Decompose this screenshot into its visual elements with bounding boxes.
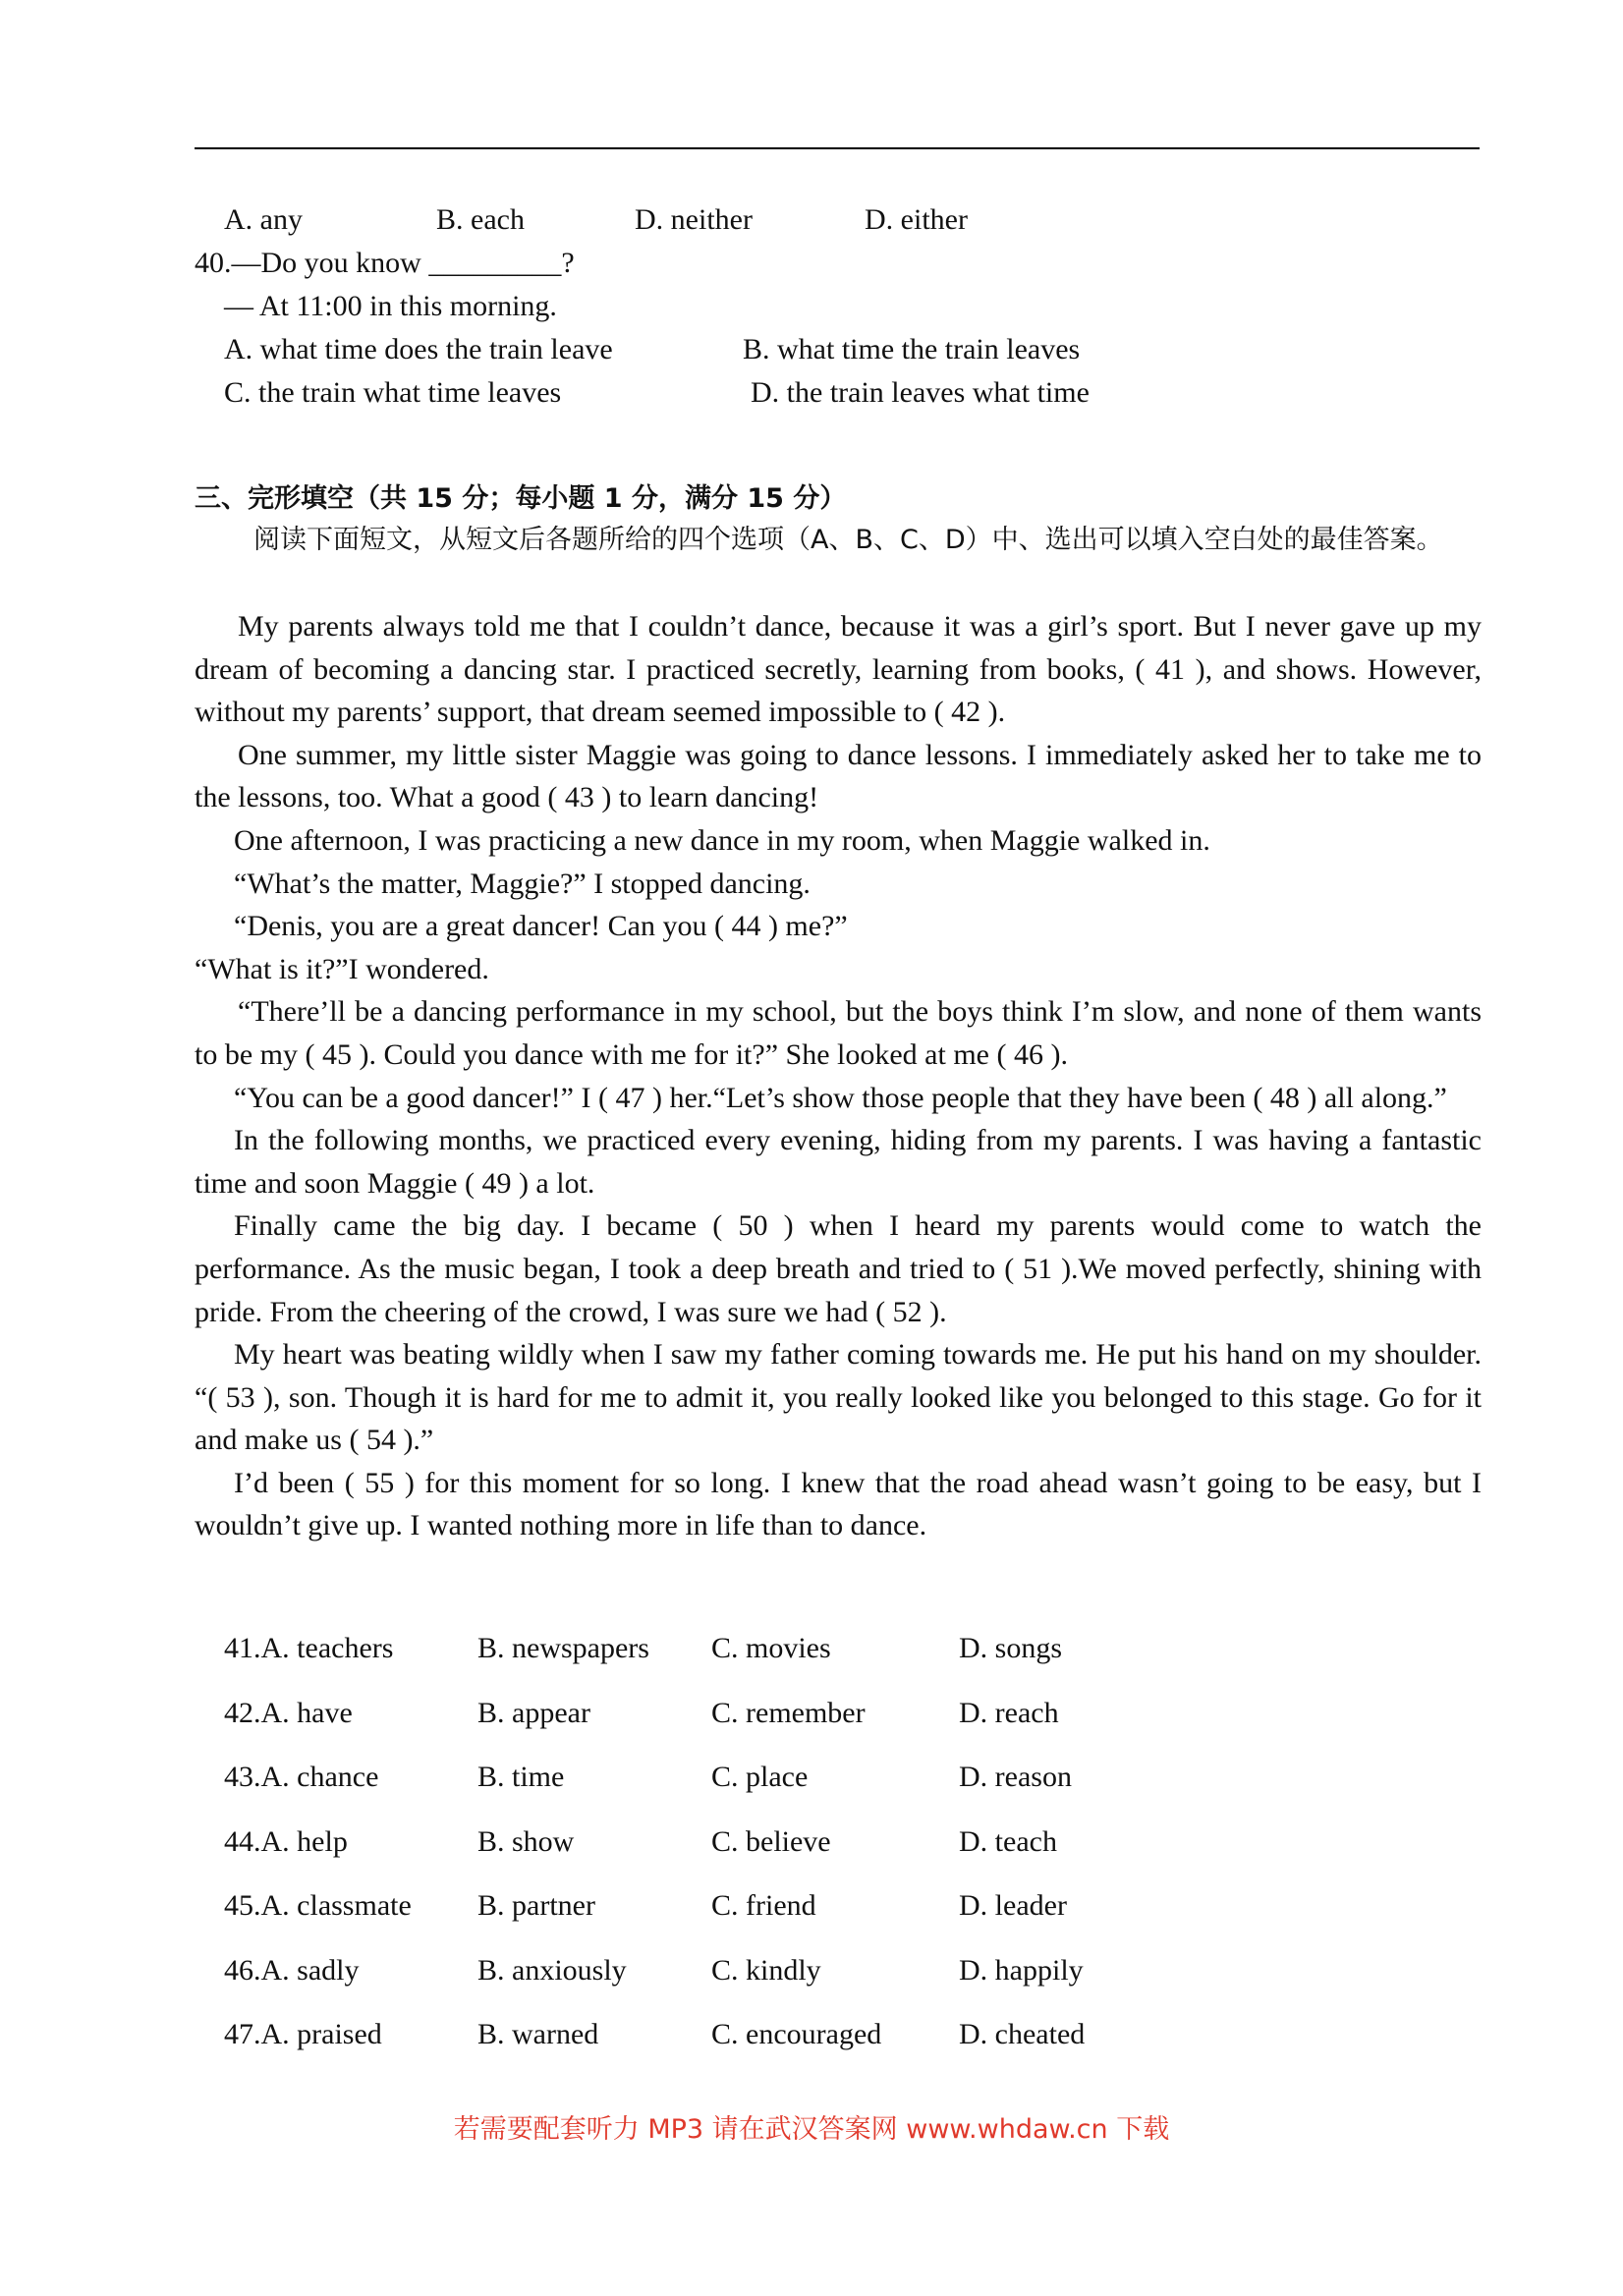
choice-d: D. reason [959,1761,1072,1793]
passage-paragraph: My parents always told me that I couldn’t dance, because it was a girl’s sport. But I never gave up my dream of becoming a dancing star. I practiced secretly, learning from books, ( 41 ), and shows. However, without my parents’ support, that dream seemed impossible to ( 42 ). [195,610,1482,729]
q39-option-d: D. either [865,203,968,236]
choice-b: B. show [477,1824,575,1858]
header-rule [195,147,1480,149]
choice-b: B. warned [477,2018,599,2050]
q40-answer-line: — At 11:00 in this morning. [224,290,557,322]
choice-d: D. reach [959,1696,1059,1729]
passage-paragraph: In the following months, we practiced every evening, hiding from my parents. I was having a fantastic time and soon Maggie ( 49 ) a lot. [195,1124,1482,1200]
choice-a: 43.A. chance [224,1761,379,1793]
choice-c: C. place [711,1761,809,1793]
choice-c: C. believe [711,1824,831,1858]
choice-d: D. teach [959,1824,1057,1858]
choice-b: B. partner [477,1889,595,1922]
q40-option-a: A. what time does the train leave [224,333,613,365]
passage-paragraph: “There’ll be a dancing performance in my school, but the boys think I’m slow, and none of them wants to be my ( 45 ). Could you dance with me for it?” She looked at me ( 46 ). [195,995,1482,1071]
choice-a: 41.A. teachers [224,1632,394,1664]
choice-b: B. time [477,1761,565,1793]
choice-a: 46.A. sadly [224,1953,360,1987]
choice-c: C. movies [711,1632,831,1664]
q39-option-c: D. neither [635,203,753,236]
choice-a: 42.A. have [224,1696,353,1729]
choice-d: D. happily [959,1953,1084,1987]
section-heading: 三、完形填空（共 15 分；每小题 1 分，满分 15 分） [195,483,847,514]
choice-b: B. appear [477,1696,590,1729]
q40-option-b: B. what time the train leaves [743,333,1081,365]
choice-d: D. cheated [959,2018,1086,2050]
cloze-passage [195,605,1482,1547]
section-instruction: 阅读下面短文，从短文后各题所给的四个选项（A、B、C、D）中、选出可以填入空白处的最佳答案。 [253,525,1443,555]
passage-paragraph: My heart was beating wildly when I saw my father coming towards me. He put his hand on my shoulder. “( 53 ), son. Though it is hard for me to admit it, you really looked like you belonged to this stage. Go for it and make us ( 54 ).” [195,1338,1482,1457]
choice-c: C. kindly [711,1953,821,1987]
choice-d: D. songs [959,1632,1063,1664]
download-notice: 若需要配套听力 MP3 请在武汉答案网 www.whdaw.cn 下载 [453,2114,1170,2145]
passage-paragraph: “You can be a good dancer!” I ( 47 ) her.“Let’s show those people that they have been ( 48 ) all along.” [234,1081,1447,1114]
passage-paragraph: Finally came the big day. I became ( 50 ) when I heard my parents would come to watch the performance. As the music began, I took a deep breath and tried to ( 51 ).We moved perfectly, shining with pride. From the cheering of the crowd, I was sure we had ( 52 ). [195,1209,1482,1328]
choice-c: C. friend [711,1889,816,1922]
passage-paragraph: One summer, my little sister Maggie was going to dance lessons. I immediately asked her to take me to the lessons, too. What a good ( 43 ) to learn dancing! [195,738,1482,814]
choice-c: C. remember [711,1696,866,1729]
q39-option-a: A. any [224,203,303,236]
choice-a: 45.A. classmate [224,1889,412,1922]
q40-option-d: D. the train leaves what time [751,376,1090,409]
passage-paragraph: “What is it?”I wondered. [195,952,489,985]
choice-b: B. anxiously [477,1953,627,1987]
q39-option-b: B. each [436,203,525,236]
passage-paragraph: I’d been ( 55 ) for this moment for so long. I knew that the road ahead wasn’t going to be easy, but I wouldn’t give up. I wanted nothing more in life than to dance. [195,1466,1482,1542]
passage-paragraph: One afternoon, I was practicing a new dance in my room, when Maggie walked in. [234,823,1210,857]
passage-paragraph: “What’s the matter, Maggie?” I stopped dancing. [234,867,811,900]
q40-question: 40.—Do you know _________? [195,247,575,279]
choice-b: B. newspapers [477,1632,649,1664]
choice-d: D. leader [959,1889,1067,1922]
choice-a: 47.A. praised [224,2018,382,2050]
passage-paragraph: “Denis, you are a great dancer! Can you ( 44 ) me?” [234,910,848,943]
q40-option-c: C. the train what time leaves [224,376,562,409]
choice-a: 44.A. help [224,1824,348,1858]
choice-c: C. encouraged [711,2018,882,2050]
